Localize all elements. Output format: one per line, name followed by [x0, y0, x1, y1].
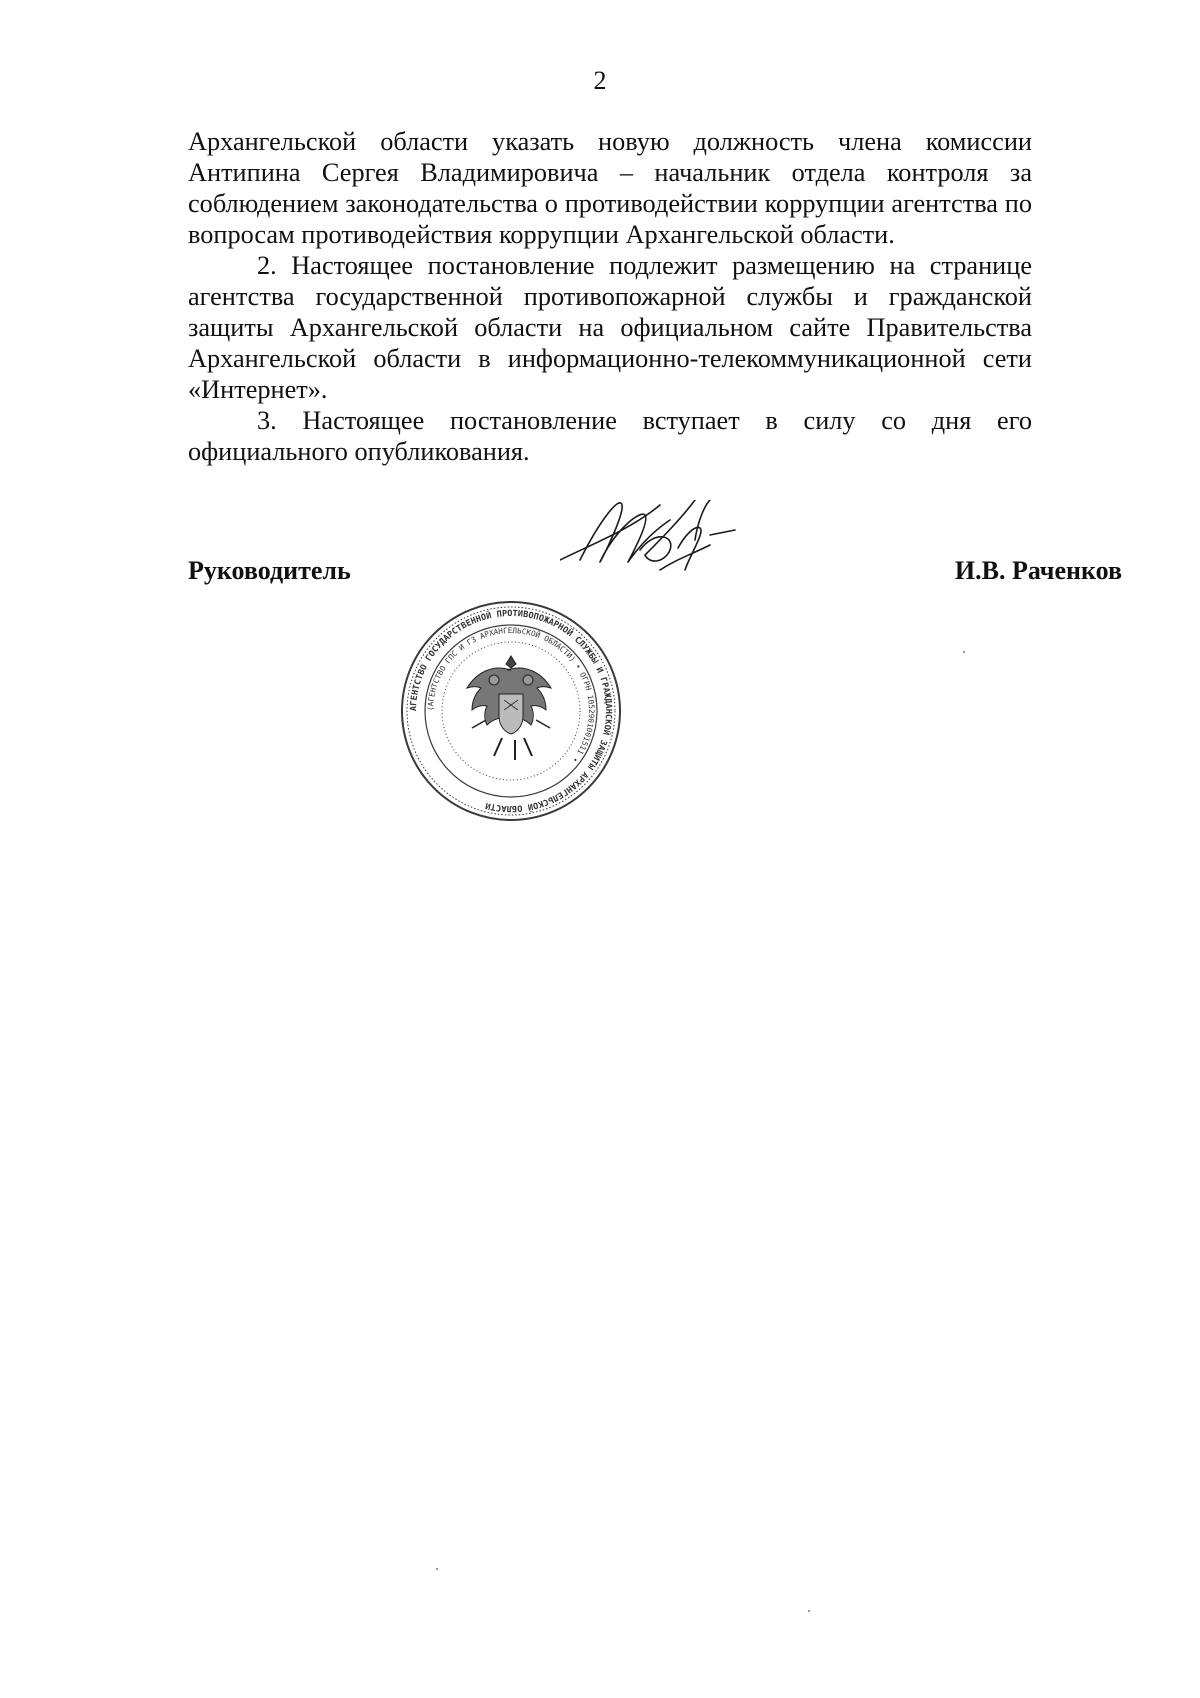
signer-title: Руководитель [188, 556, 351, 585]
page-number: 2 [593, 66, 607, 95]
paragraph-continuation: Архангельской области указать новую должность члена комиссии Антипина Сергея Владимировича – начальник отдела контроля за соблюдением законодательства о противодействии коррупции агентства по вопросам противодействия коррупции Архангельской области. [188, 127, 1032, 249]
signer-name: И.В. Раченков [954, 556, 1122, 585]
seal-inner-text: (АГЕНТСТВО ГПС И ГЗ АРХАНГЕЛЬСКОЙ ОБЛАСТИ) • ОГРН 1052901001511 • [425, 625, 597, 765]
scan-speck [963, 651, 965, 653]
paragraph-2: 2. Настоящее постановление подлежит размещению на странице агентства государственной противопожарной службы и гражданской защиты Архангельской области на официальном сайте Правительства Архангельской области в информационно-телекоммуникационной сети «Интернет». [188, 251, 1032, 404]
scan-speck [436, 1568, 438, 1570]
handwritten-signature [560, 500, 790, 650]
document-body [188, 126, 1032, 467]
scan-speck [808, 1610, 810, 1612]
seal-outer-text: АГЕНТСТВО ГОСУДАРСТВЕННОЙ ПРОТИВОПОЖАРНОЙ СЛУЖБЫ И ГРАЖДАНСКОЙ ЗАЩИТЫ АРХАНГЕЛЬСКОЙ ОБЛАСТИ [408, 608, 614, 814]
double-headed-eagle-icon [467, 656, 551, 760]
paragraph-3: 3. Настоящее постановление вступает в силу со дня его официального опубликования. [188, 406, 1032, 466]
